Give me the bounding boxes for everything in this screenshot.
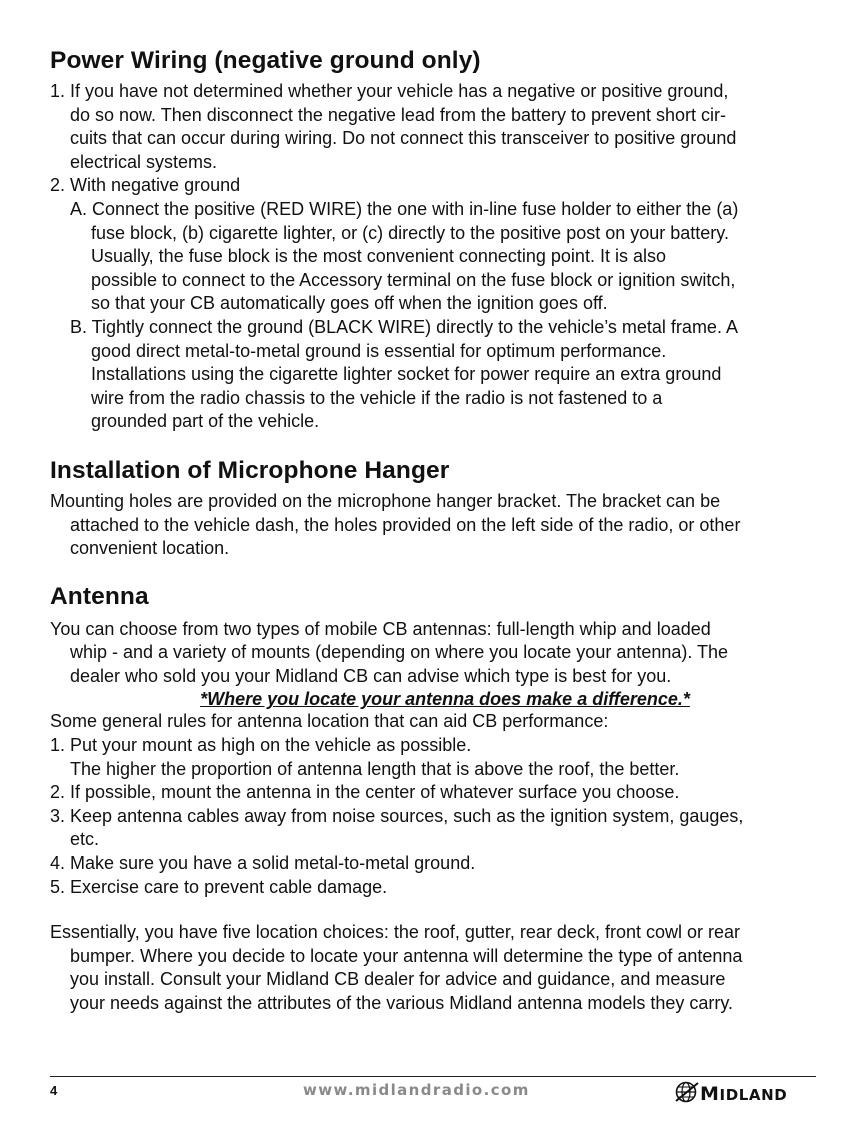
footer-website: www.midlandradio.com <box>303 1081 530 1099</box>
midland-logo <box>674 1078 819 1106</box>
text-line: possible to connect to the Accessory terminal on the fuse block or ignition switch, <box>91 269 736 290</box>
text-line: cuits that can occur during wiring. Do not connect this transceiver to positive ground <box>70 128 737 149</box>
rule-1-continued: The higher the proportion of antenna length that is above the roof, the better. <box>70 758 680 779</box>
microphone-hanger-paragraph <box>50 490 820 561</box>
manual-page <box>50 46 820 1016</box>
text-line: Usually, the fuse block is the most convenient connecting point. It is also <box>91 246 666 267</box>
antenna-emphasis: *Where you locate your antenna does make a difference.* <box>200 689 690 710</box>
text-line: A. Connect the positive (RED WIRE) the one with in-line fuse holder to either the (a) <box>70 198 739 219</box>
brand-initial: M <box>700 1083 720 1105</box>
rule-1: 1. Put your mount as high on the vehicle as possible. <box>50 735 472 756</box>
text-line: whip - and a variety of mounts (depending on where you locate your antenna). The <box>70 642 729 663</box>
text-line: fuse block, (b) cigarette lighter, or (c) directly to the positive post on your battery. <box>91 222 729 243</box>
rule-4: 4. Make sure you have a solid metal-to-metal ground. <box>50 853 476 874</box>
text-line: Mounting holes are provided on the microphone hanger bracket. The bracket can be <box>50 490 721 511</box>
antenna-heading: Antenna <box>50 582 149 610</box>
footer-divider <box>50 1076 816 1077</box>
power-wiring-heading: Power Wiring (negative ground only) <box>50 47 481 74</box>
rule-5: 5. Exercise care to prevent cable damage. <box>50 876 388 897</box>
antenna-closing-paragraph <box>50 921 820 1015</box>
text-line: attached to the vehicle dash, the holes provided on the left side of the radio, or other <box>70 514 741 535</box>
text-line: do so now. Then disconnect the negative lead from the battery to prevent short cir- <box>70 104 727 125</box>
page-number: 4 <box>50 1083 58 1098</box>
text-line: convenient location. <box>70 538 230 559</box>
antenna-rules <box>50 710 820 899</box>
power-step-2a <box>50 198 820 316</box>
text-line: Installations using the cigarette lighter socket for power require an extra ground <box>91 364 722 385</box>
brand-rest: IDLAND <box>719 1086 788 1104</box>
text-line: so that your CB automatically goes off when the ignition goes off. <box>91 293 608 314</box>
text-line: good direct metal-to-metal ground is essential for optimum performance. <box>91 340 667 361</box>
microphone-hanger-heading: Installation of Microphone Hanger <box>50 456 450 484</box>
antenna-intro <box>50 618 820 689</box>
rule-3-continued: etc. <box>70 829 100 850</box>
rule-3: 3. Keep antenna cables away from noise sources, such as the ignition system, gauges, <box>50 805 744 826</box>
text-line: electrical systems. <box>70 151 218 172</box>
globe-icon <box>674 1079 700 1105</box>
power-step-1 <box>50 80 820 174</box>
text-line: grounded part of the vehicle. <box>91 411 320 432</box>
text-line: dealer who sold you your Midland CB can advise which type is best for you. <box>70 665 672 686</box>
text-line: Essentially, you have five location choices: the roof, gutter, rear deck, front cowl or rear <box>50 922 741 943</box>
text-line: you install. Consult your Midland CB dealer for advice and guidance, and measure <box>70 969 726 990</box>
power-step-2b <box>50 316 820 434</box>
text-line: your needs against the attributes of the various Midland antenna models they carry. <box>70 993 734 1013</box>
text-line: You can choose from two types of mobile CB antennas: full-length whip and loaded <box>50 618 711 639</box>
text-line: 1. If you have not determined whether your vehicle has a negative or positive ground, <box>50 81 729 101</box>
rules-intro: Some general rules for antenna location that can aid CB performance: <box>50 711 609 732</box>
rule-2: 2. If possible, mount the antenna in the center of whatever surface you choose. <box>50 782 680 803</box>
text-line: bumper. Where you decide to locate your antenna will determine the type of antenna <box>70 945 743 966</box>
brand-wordmark <box>700 1083 787 1105</box>
text-line: wire from the radio chassis to the vehicle if the radio is not fastened to a <box>91 387 663 408</box>
text-line: B. Tightly connect the ground (BLACK WIRE) directly to the vehicle’s metal frame. A <box>70 316 738 337</box>
power-step-2: 2. With negative ground <box>50 175 241 196</box>
